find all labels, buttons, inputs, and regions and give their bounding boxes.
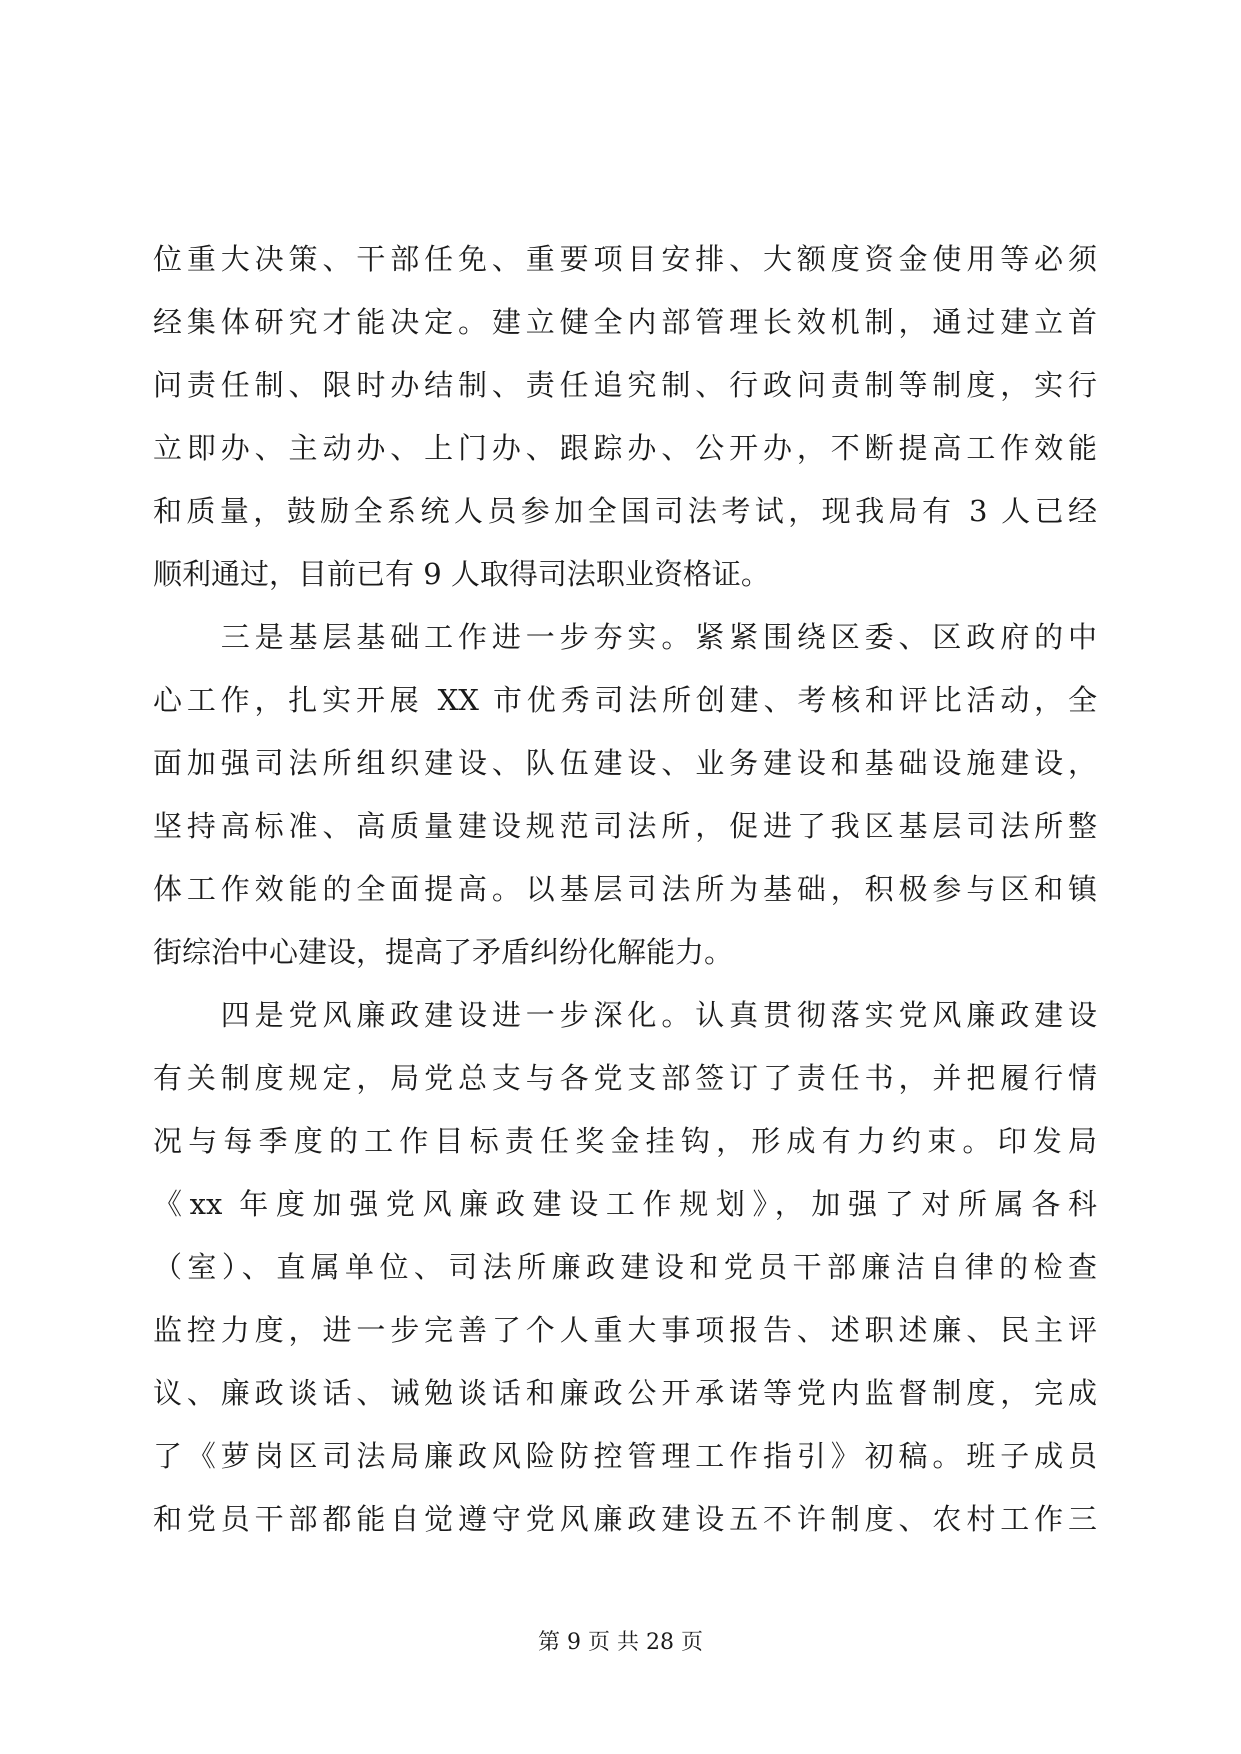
text-line: 况与每季度的工作目标责任奖金挂钩，形成有力约束。印发局 xyxy=(153,1124,1097,1158)
text-line: 《xx 年度加强党风廉政建设工作规划》，加强了对所属各科 xyxy=(153,1187,1097,1221)
text-line: 坚持高标准、高质量建设规范司法所，促进了我区基层司法所整 xyxy=(153,809,1097,843)
page-footer: 第 9 页 共 28 页 xyxy=(538,1630,703,1655)
text-line: 心工作，扎实开展 XX 市优秀司法所创建、考核和评比活动，全 xyxy=(153,683,1097,717)
text-line: 议、廉政谈话、诫勉谈话和廉政公开承诺等党内监督制度，完成 xyxy=(153,1376,1097,1410)
text-line: 监控力度，进一步完善了个人重大事项报告、述职述廉、民主评 xyxy=(153,1313,1097,1347)
text-line: 和质量，鼓励全系统人员参加全国司法考试，现我局有 3 人已经 xyxy=(153,494,1097,528)
text-line: 街综治中心建设，提高了矛盾纠纷化解能力。 xyxy=(153,935,734,969)
text-line: 立即办、主动办、上门办、跟踪办、公开办，不断提高工作效能 xyxy=(153,431,1097,465)
text-line: 问责任制、限时办结制、责任追究制、行政问责制等制度，实行 xyxy=(153,368,1097,402)
text-line: 有关制度规定，局党总支与各党支部签订了责任书，并把履行情 xyxy=(153,1061,1097,1095)
text-line: 位重大决策、干部任免、重要项目安排、大额度资金使用等必须 xyxy=(153,242,1097,276)
text-line: 顺利通过，目前已有 9 人取得司法职业资格证。 xyxy=(153,557,770,591)
text-line: 经集体研究才能决定。建立健全内部管理长效机制，通过建立首 xyxy=(153,305,1097,339)
text-line: 四是党风廉政建设进一步深化。认真贯彻落实党风廉政建设 xyxy=(153,998,1097,1032)
text-line: 面加强司法所组织建设、队伍建设、业务建设和基础设施建设， xyxy=(153,746,1097,780)
text-line: 三是基层基础工作进一步夯实。紧紧围绕区委、区政府的中 xyxy=(153,620,1097,654)
body-text xyxy=(153,228,1097,1551)
text-line: （室）、直属单位、司法所廉政建设和党员干部廉洁自律的检查 xyxy=(153,1250,1097,1284)
text-line: 和党员干部都能自觉遵守党风廉政建设五不许制度、农村工作三 xyxy=(153,1502,1097,1536)
text-line: 体工作效能的全面提高。以基层司法所为基础，积极参与区和镇 xyxy=(153,872,1097,906)
text-line: 了《萝岗区司法局廉政风险防控管理工作指引》初稿。班子成员 xyxy=(153,1439,1097,1473)
